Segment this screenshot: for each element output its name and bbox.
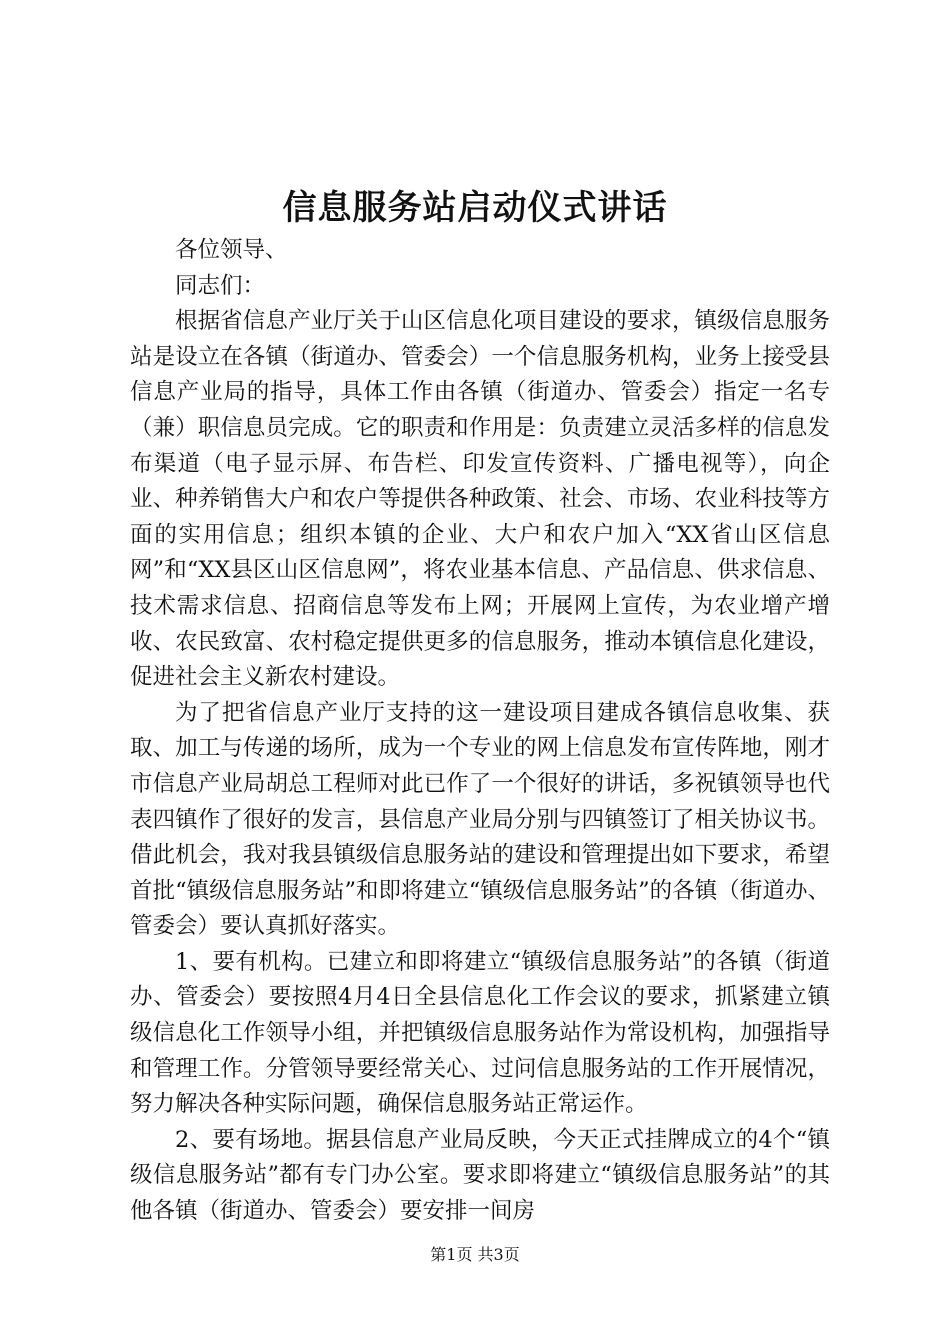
paragraph: 1、要有机构。已建立和即将建立“镇级信息服务站”的各镇（街道办、管委会）要按照4月4日全县信息化工作会议的要求，抓紧建立镇级信息化工作领导小组，并把镇级信息服务站作为常设机构，加强指导和管理工作。分管领导要经常关心、过问信息服务站的工作开展情况，努力解决各种实际问题，确保信息服务站正常运作。 bbox=[130, 948, 830, 1118]
paragraph: 根据省信息产业厅关于山区信息化项目建设的要求，镇级信息服务站是设立在各镇（街道办、管委会）一个信息服务机构，业务上接受县信息产业局的指导，具体工作由各镇（街道办、管委会）指定一名专（兼）职信息员完成。它的职责和作用是：负责建立灵活多样的信息发布渠道（电子显示屏、布告栏、印发宣传资料、广播电视等），向企业、种养销售大户和农户等提供各种政策、社会、市场、农业科技等方面的实用信息；组织本镇的企业、大户和农户加入“XX省山区信息网”和“XX县区山区信息网”，将农业基本信息、产品信息、供求信息、技术需求信息、招商信息等发布上网；开展网上宣传，为农业增产增收、农民致富、农村稳定提供更多的信息服务，推动本镇信息化建设，促进社会主义新农村建设。 bbox=[130, 308, 830, 691]
document-body bbox=[130, 233, 830, 1230]
paragraph: 为了把省信息产业厅支持的这一建设项目建成各镇信息收集、获取、加工与传递的场所，成为一个专业的网上信息发布宣传阵地，刚才市信息产业局胡总工程师对此已作了一个很好的讲话，多祝镇领导也代表四镇作了很好的发言，县信息产业局分别与四镇签订了相关协议书。借此机会，我对我县镇级信息服务站的建设和管理提出如下要求，希望首批“镇级信息服务站”和即将建立“镇级信息服务站”的各镇（街道办、管委会）要认真抓好落实。 bbox=[130, 699, 830, 940]
document-title: 信息服务站启动仪式讲话 bbox=[282, 188, 668, 228]
paragraph: 2、要有场地。据县信息产业局反映，今天正式挂牌成立的4个“镇级信息服务站”都有专门办公室。要求即将建立“镇级信息服务站”的其他各镇（街道办、管委会）要安排一间房 bbox=[130, 1126, 830, 1225]
salutation-comrades: 同志们： bbox=[175, 272, 266, 299]
page-footer: 第1页 共3页 bbox=[430, 1245, 520, 1264]
salutation-leaders: 各位领导、 bbox=[175, 237, 288, 263]
